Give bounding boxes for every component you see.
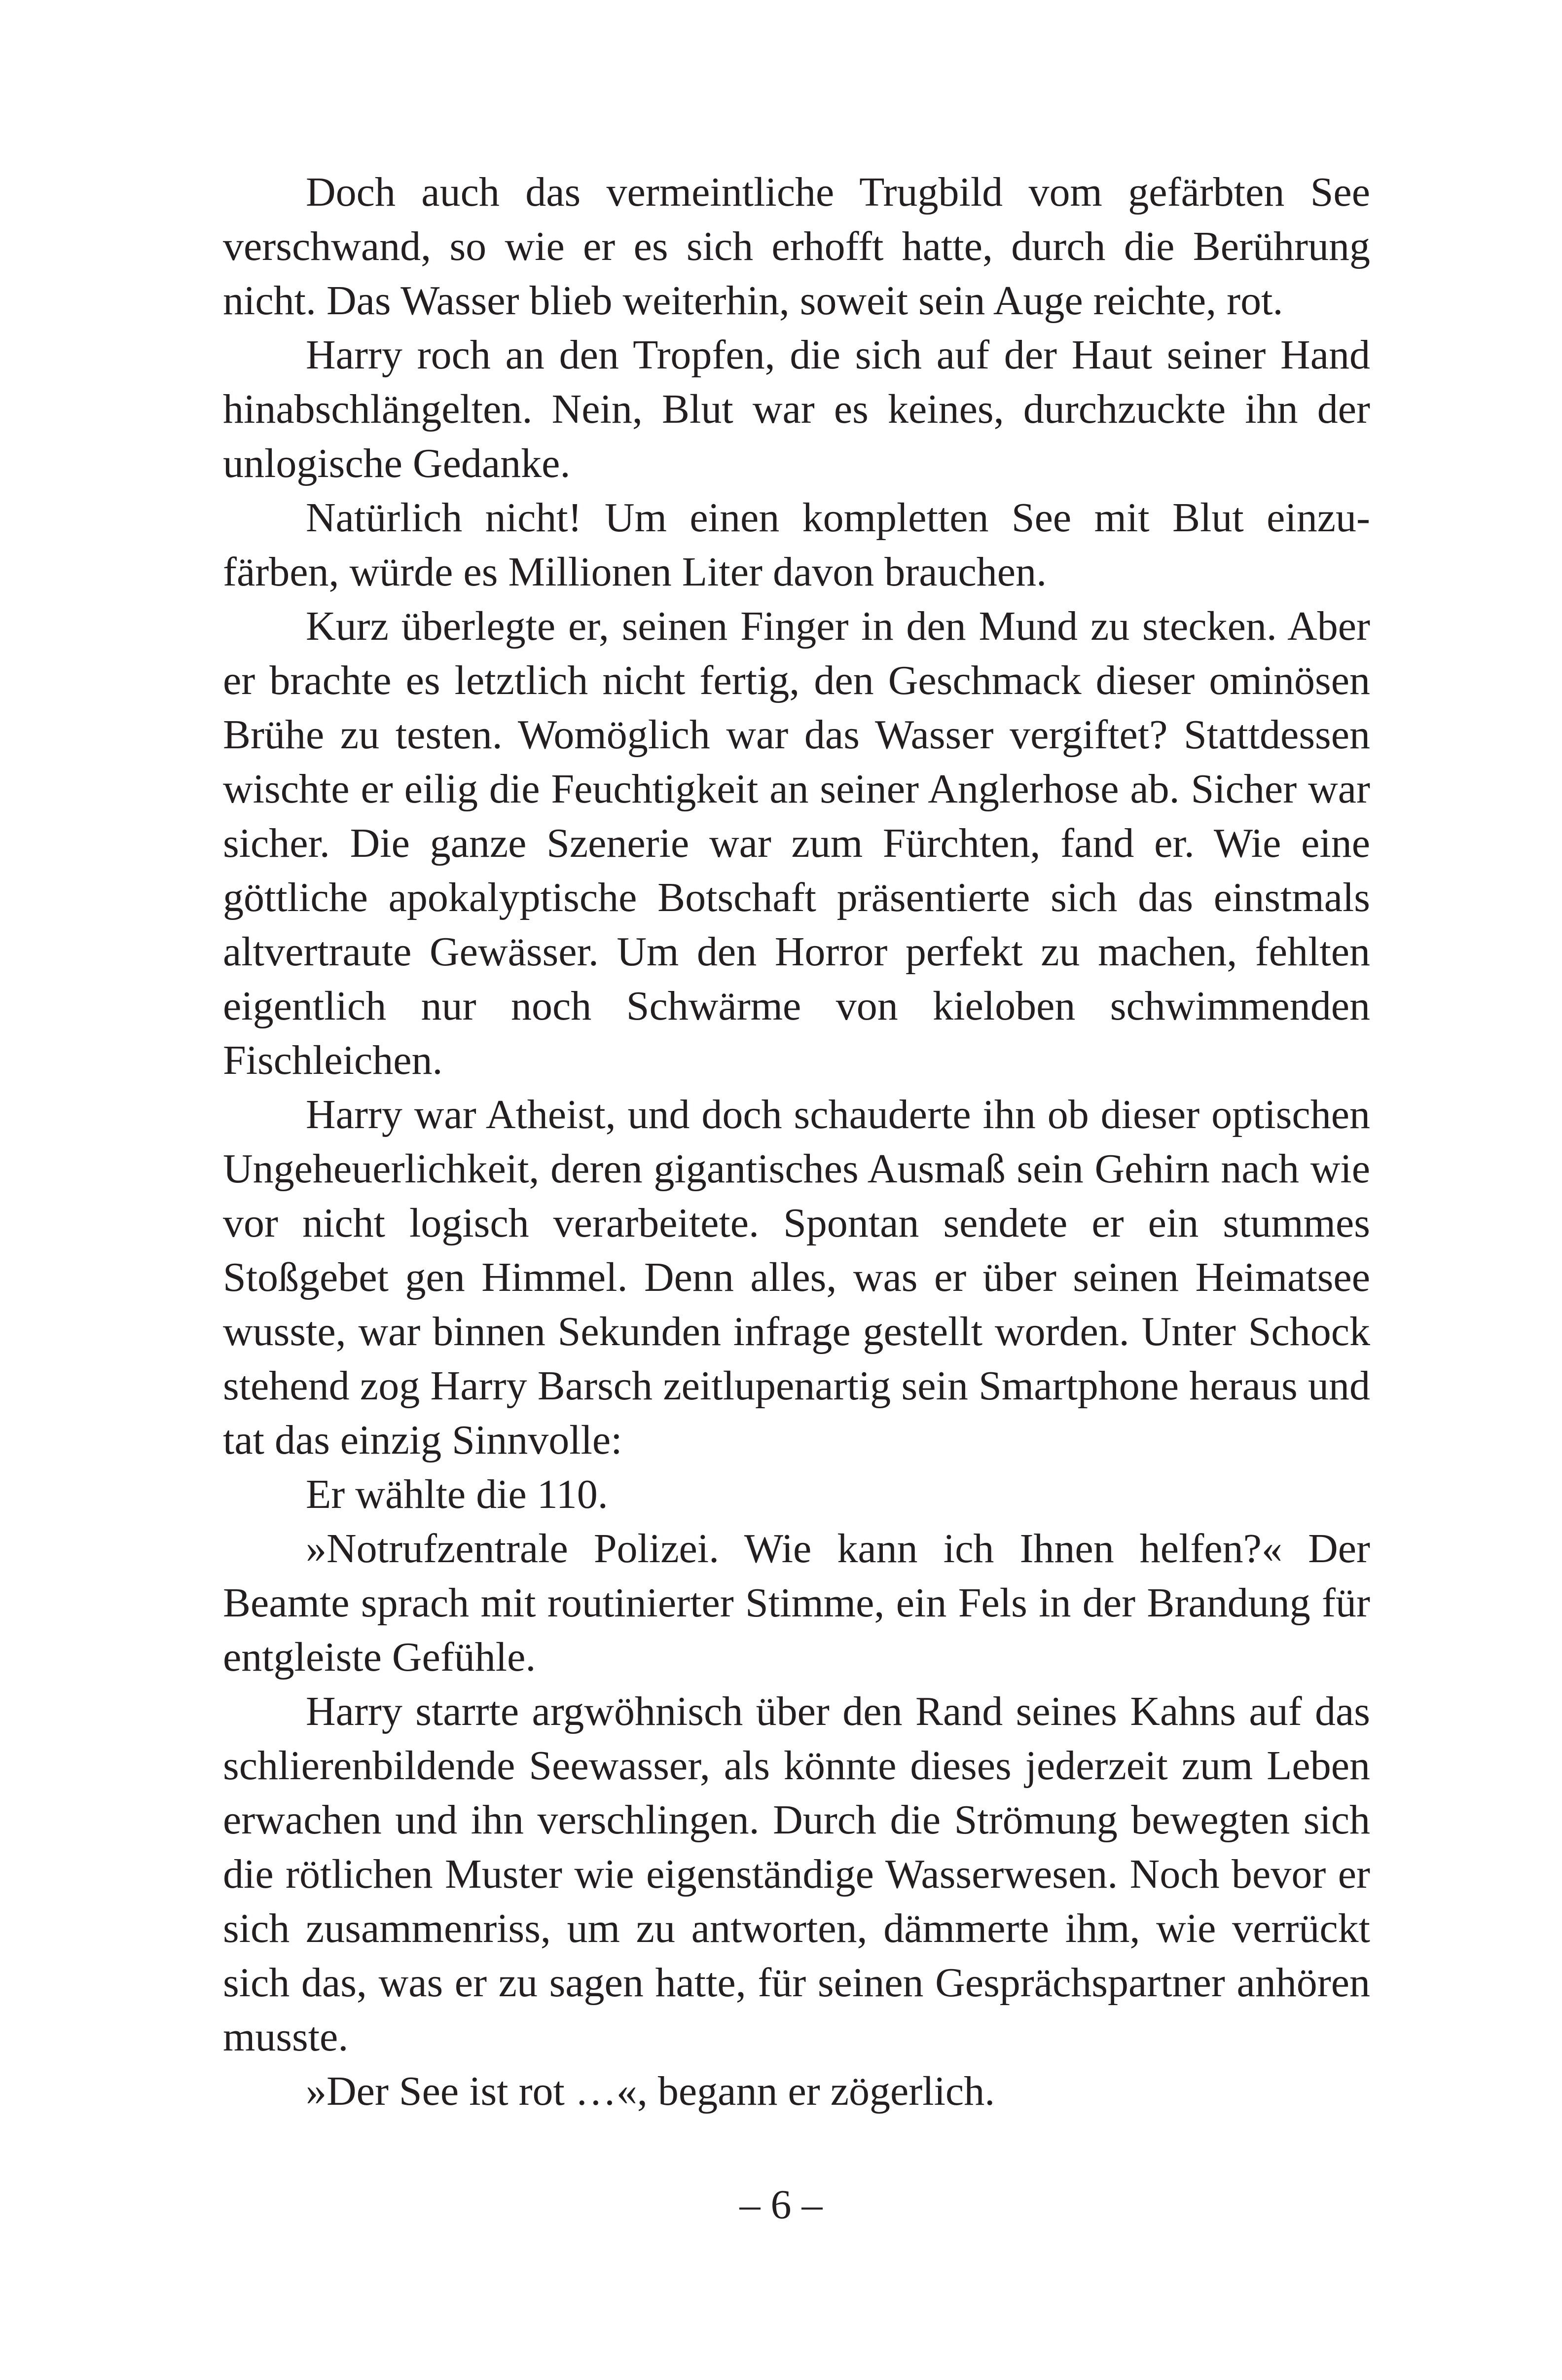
body-text — [223, 165, 1370, 2119]
paragraph: Harry starrte argwöhnisch über den Rand seines Kahns auf das schlierenbildende Seewasser, als könnte dieses jederzeit zum Leben erwachen und ihn verschlingen. Durch die Strömung bewegten sich die rötlichen Muster wie eigenständige Wasserwesen. Noch bevor er sich zusammenriss, um zu antworten, dämmerte ihm, wie verrückt sich das, was er zu sagen hatte, für seinen Gesprächspartner anhören musste. — [223, 1688, 1370, 2060]
page-number: – 6 – — [739, 2182, 823, 2228]
paragraph: Natürlich nicht! Um einen kompletten See mit Blut einzufärben, würde es Millionen Liter davon brauchen. — [223, 495, 1370, 595]
paragraph: Doch auch das vermeintliche Trugbild vom gefärbten See verschwand, so wie er es sich erhofft hatte, durch die Berührung nicht. Das Wasser blieb weiterhin, soweit sein Auge reichte, rot. — [223, 169, 1370, 324]
paragraph: Harry roch an den Tropfen, die sich auf der Haut seiner Hand hinabschlängelten. Nein, Blut war es keines, durchzuckte ihn der unlogische Gedanke. — [223, 332, 1370, 486]
paragraph: Harry war Atheist, und doch schauderte ihn ob dieser optischen Ungeheuerlichkeit, deren gigantisches Ausmaß sein Gehirn nach wie vor nicht logisch verarbeitete. Spontan sendete er ein stummes Stoßgebet gen Himmel. Denn alles, was er über seinen Heimatsee wusste, war binnen Sekunden infrage gestellt worden. Unter Schock stehend zog Harry Barsch zeitlupenartig sein Smartphone heraus und tat das einzig Sinnvolle: — [223, 1092, 1370, 1463]
paragraph: »Notrufzentrale Polizei. Wie kann ich Ihnen helfen?« Der Beamte sprach mit routinierter Stimme, ein Fels in der Brandung für entgleiste Gefühle. — [223, 1526, 1370, 1680]
paragraph: Er wählte die 110. — [306, 1471, 608, 1517]
paragraph: Kurz überlegte er, seinen Finger in den Mund zu stecken. Aber er brachte es letztlich nicht fertig, den Geschmack dieser ominösen Brühe zu testen. Womöglich war das Wasser vergiftet? Stattdessen wischte er eilig die Feuchtigkeit an seiner Anglerhose ab. Sicher war sicher. Die ganze Szenerie war zum Fürchten, fand er. Wie eine göttliche apokalyptische Botschaft präsentierte sich das einstmals altvertraute Gewässer. Um den Horror perfekt zu machen, fehlten eigentlich nur noch Schwärme von kieloben schwimmenden Fischleichen. — [223, 603, 1370, 1083]
paragraph: »Der See ist rot …«, begann er zögerlich. — [306, 2068, 995, 2114]
